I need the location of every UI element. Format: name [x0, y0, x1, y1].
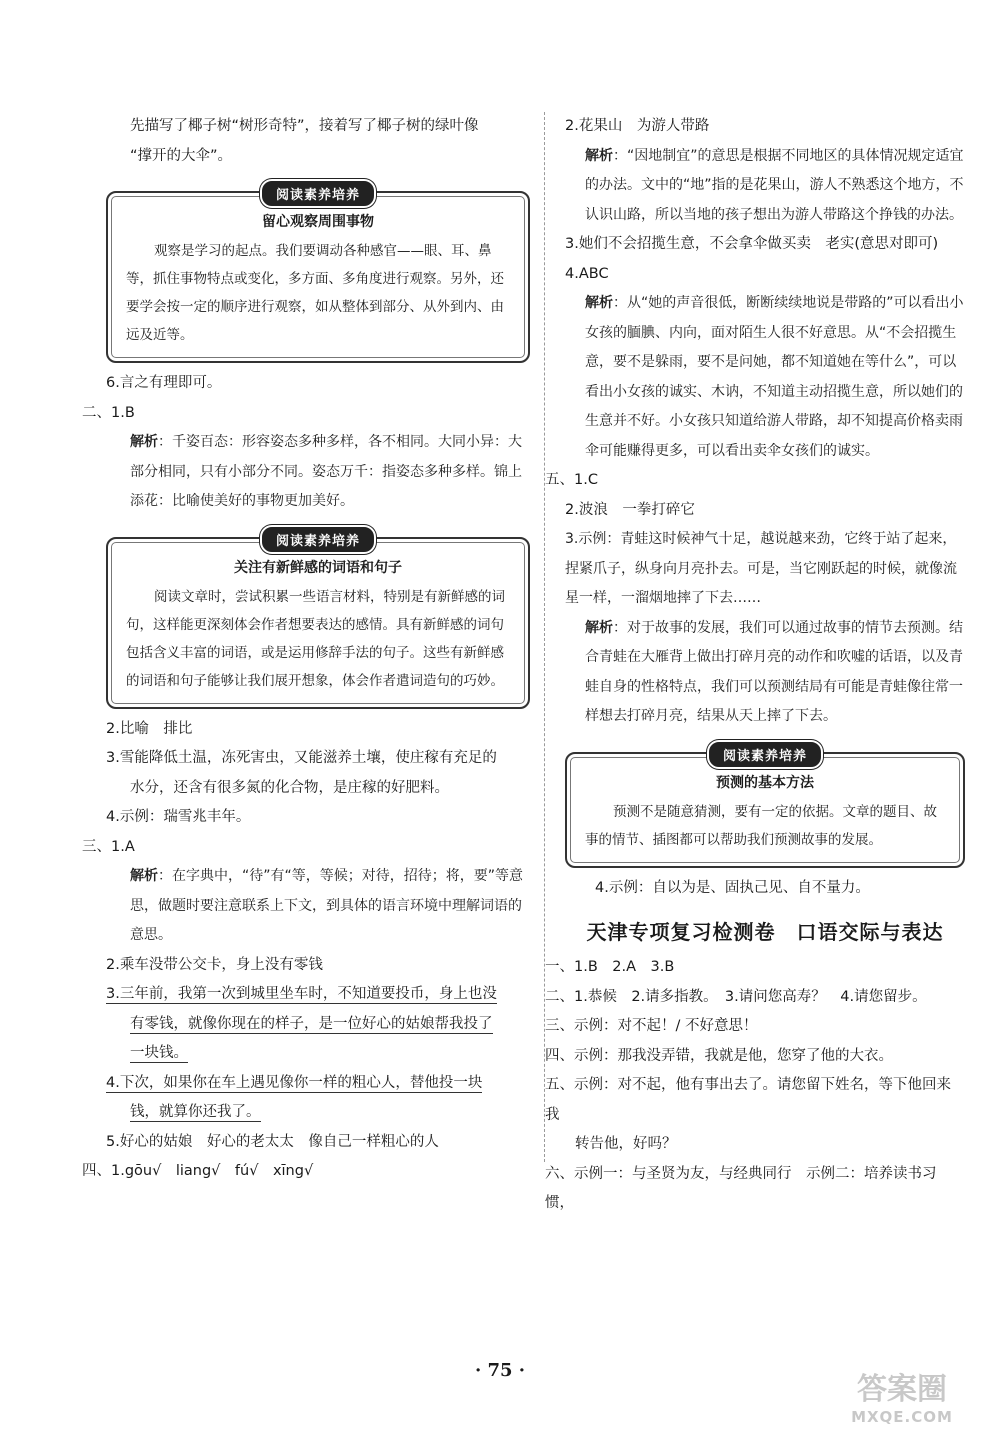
section-answer: 五、1.C: [545, 472, 598, 488]
page-number: · 75 ·: [474, 1360, 526, 1381]
answer-text: 转告他，好吗？: [575, 1136, 677, 1152]
reading-tip-body: 观察是学习的起点。我们要调动各种感官——眼、耳、鼻等，抓住事物特点或变化，多方面、多角度进行观察。另外，还要学会按一定的顺序进行观察，如从整体到部分、从外到内、由远及近等。: [126, 243, 504, 343]
reading-tip-badge: 阅读素养培养: [260, 179, 376, 208]
explanation-text: ：对于故事的发展，我们可以通过故事的情节去预测。结合青蛙在大雁背上做出打碎月亮的动作和吹嘘的话语，以及青蛙自身的性格特点，我们可以预测结局有可能是青蛙像往常一样想去打碎月亮，结果从天上摔了下去。: [585, 619, 963, 724]
answer-text: 6.言之有理即可。: [106, 375, 222, 391]
answer-text: 二、1.恭候 2.请多指教。 3.请问您高寿？ 4.请您留步。: [545, 988, 927, 1005]
answer-text: 2.花果山 为游人带路: [565, 118, 710, 134]
section-answer: 二、1.B: [82, 404, 135, 421]
reading-tip-box: [106, 533, 530, 709]
reading-tip-box: [565, 748, 965, 868]
answer-text: 水分，还含有很多氮的化合物，是庄稼的好肥料。: [130, 779, 449, 796]
reading-tip-body: 阅读文章时，尝试积累一些语言材料，特别是有新鲜感的词句，这样能更深刻体会作者想要表达的感情。具有新鲜感的词句包括含义丰富的词语，或是运用修辞手法的句子。这些有新鲜感的词语和句子能够让我们展开想象，体会作者遣词造句的巧妙。: [126, 588, 505, 689]
explanation: [565, 142, 965, 231]
explanation-text: ：千姿百态：形容姿态多种多样，各不相同。大同小异：大部分相同，只有小部分不同。姿态万千：指姿态多种多样。锦上添花：比喻使美好的事物更加美好。: [130, 434, 522, 509]
answer-text: 3.示例：青蛙这时候神气十足，越说越来劲，它终于站了起来，捏紧爪子，纵身向月亮扑去。可是，当它刚跃起的时候，就像流星一样，一溜烟地摔了下去……: [565, 531, 957, 606]
underlined-answer: 一块钱。: [130, 1045, 188, 1061]
explanation: [565, 614, 965, 732]
underlined-answer: 钱，就算你还我了。: [130, 1104, 261, 1120]
underlined-answer: 有零钱，就像你现在的样子，是一位好心的姑娘帮我投了: [130, 1015, 493, 1032]
reading-tip-box: [106, 188, 530, 363]
reading-tip-badge: 阅读素养培养: [260, 525, 376, 554]
answer-text: 4.ABC: [565, 265, 609, 282]
answer-text: 2.乘车没带公交卡，身上没有零钱: [106, 956, 323, 973]
underlined-answer: 4.下次，如果你在车上遇见像你一样的粗心人，替他投一块: [106, 1074, 483, 1091]
explanation-text: ：在字典中，“待”有“等，等候；对待，招待；将，要”等意思，做题时要注意联系上下文，到具体的语言环境中理解词语的意思。: [130, 868, 524, 943]
reading-tip-title: 关注有新鲜感的词语和句子: [234, 559, 402, 576]
answer-text: 2.比喻 排比: [106, 720, 193, 737]
answer-text: 六、示例一：与圣贤为友，与经典同行 示例二：培养读书习惯，: [545, 1165, 937, 1211]
explanation-label: 解析: [130, 434, 158, 450]
answer-text: 三、示例：对不起！/ 不好意思！: [545, 1018, 758, 1034]
answer-text: [82, 1039, 530, 1069]
answer-text: [82, 1098, 530, 1128]
watermark-logo: [822, 1372, 982, 1436]
answer-text: 4.示例：瑞雪兆丰年。: [106, 809, 251, 825]
answer-text: 先描写了椰子树“树形奇特”，接着写了椰子树的绿叶像: [130, 118, 479, 134]
answer-text: 四、示例：那我没弄错，我就是他，您穿了他的大衣。: [545, 1047, 893, 1064]
reading-tip-title: 预测的基本方法: [716, 774, 814, 791]
answer-text: [82, 1069, 530, 1099]
left-column: [82, 112, 530, 1187]
explanation: [565, 289, 965, 466]
answer-text: 4.示例：自以为是、固执己见、自不量力。: [595, 879, 870, 896]
answer-text: 5.好心的姑娘 好心的老太太 像自己一样粗心的人: [106, 1133, 439, 1150]
answer-text: 一、1.B 2.A 3.B: [545, 959, 675, 975]
explanation-text: ：“因地制宜”的意思是根据不同地区的具体情况规定适宜的办法。文中的“地”指的是花果山，游人不熟悉这个地方，不认识山路，所以当地的孩子想出为游人带路这个挣钱的办法。: [585, 147, 964, 223]
explanation: [82, 428, 530, 517]
watermark-text: 答案圈: [857, 1372, 947, 1407]
reading-tip-title: 留心观察周围事物: [262, 214, 374, 230]
explanation: [82, 862, 530, 951]
section-title: 天津专项复习检测卷 口语交际与表达: [586, 920, 944, 944]
explanation-label: 解析: [585, 619, 613, 636]
answer-text: “撑开的大伞”。: [130, 147, 233, 164]
answer-text: [82, 980, 530, 1010]
reading-tip-badge: 阅读素养培养: [707, 740, 823, 769]
explanation-label: 解析: [130, 868, 158, 884]
answer-text: 3.雪能降低土温，冻死害虫，又能滋养土壤，使庄稼有充足的: [106, 750, 497, 766]
answer-text: [82, 1010, 530, 1040]
section-answer: 三、1.A: [82, 838, 135, 855]
answer-text: 2.波浪 一拳打碎它: [565, 501, 695, 518]
explanation-label: 解析: [585, 295, 613, 311]
underlined-answer: 3.三年前，我第一次到城里坐车时，不知道要投币，身上也没: [106, 986, 497, 1002]
explanation-text: ：从“她的声音很低，断断续续地说是带路的”可以看出小女孩的腼腆、内向，面对陌生人很不好意思。从“不会招揽生意，要不是躲雨，要不是问她，都不知道她在等什么”，可以看出小女孩的诚实、木讷，不知道主动招揽生意，所以她们的生意并不好。小女孩只知道给游人带路，却不知提高价格卖雨伞可能赚得更多，可以看出卖伞女孩们的诚实。: [585, 295, 964, 459]
answer-text: 3.她们不会招揽生意，不会拿伞做买卖 老实(意思对即可): [565, 236, 939, 252]
right-column: [545, 112, 965, 1219]
answer-text: 五、示例：对不起，他有事出去了。请您留下姓名，等下他回来我: [545, 1077, 951, 1123]
reading-tip-body: 预测不是随意猜测，要有一定的依据。文章的题目、故事的情节、插图都可以帮助我们预测故事的发展。: [585, 803, 937, 848]
explanation-label: 解析: [585, 147, 613, 164]
section-answer: 四、1.gōu√ liang√ fú√ xīng√: [82, 1163, 314, 1179]
watermark-url: MXQE.COM: [851, 1408, 953, 1426]
